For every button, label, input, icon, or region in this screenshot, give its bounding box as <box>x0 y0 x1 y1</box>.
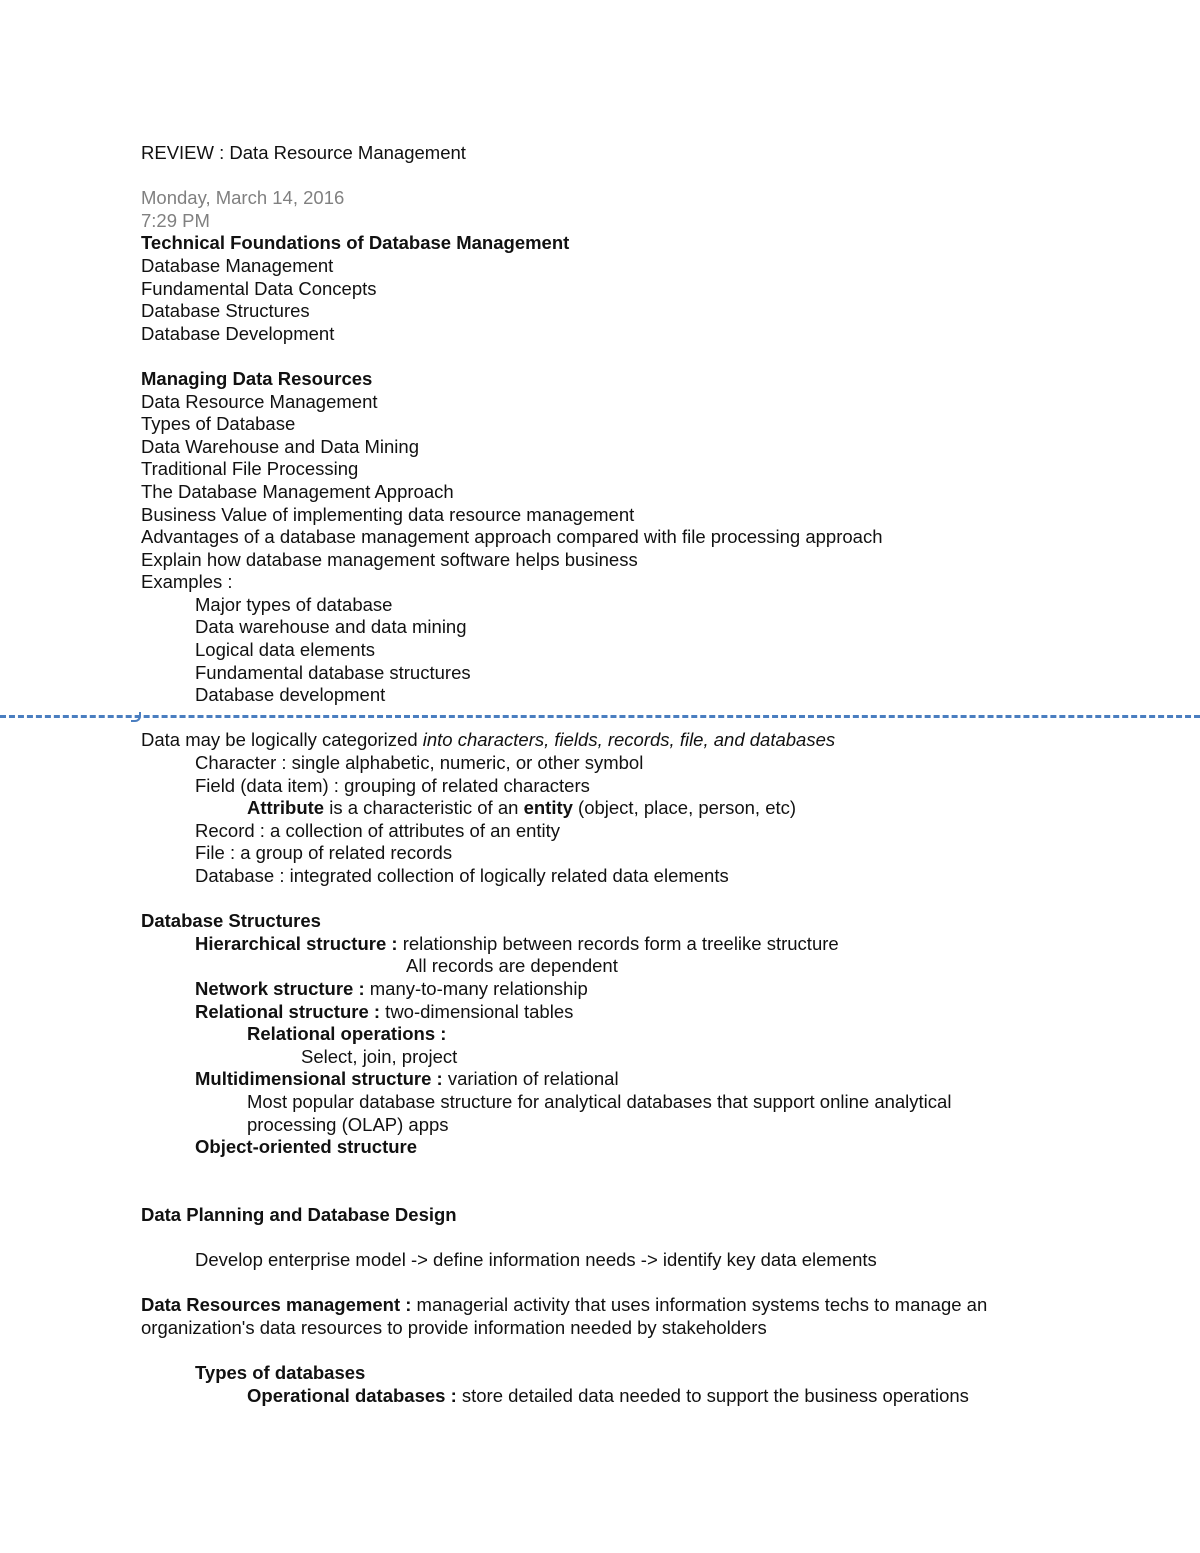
multidimensional-label: Multidimensional structure : <box>195 1068 443 1090</box>
section-heading-types-of-databases: Types of databases <box>195 1362 366 1384</box>
entity-term: entity <box>523 797 573 819</box>
hierarchical-continuation: All records are dependent <box>406 955 618 977</box>
example-item: Fundamental database structures <box>195 661 471 683</box>
structure-object-oriented: Object-oriented structure <box>195 1136 418 1158</box>
intro-text: Data may be logically categorized <box>141 729 423 751</box>
structure-relational <box>141 1001 1161 1024</box>
note-title: REVIEW : Data Resource Management <box>141 142 466 163</box>
list-item: Business Value of implementing data resource management <box>141 503 635 525</box>
example-item: Database development <box>195 684 386 706</box>
section-heading-data-planning: Data Planning and Database Design <box>141 1203 457 1225</box>
planning-flow: Develop enterprise model -> define information needs -> identify key data elements <box>195 1249 877 1271</box>
examples-label: Examples : <box>141 571 233 593</box>
list-item: Explain how database management software helps business <box>141 548 638 570</box>
list-item: Data Warehouse and Data Mining <box>141 435 419 457</box>
relational-label: Relational structure : <box>195 1000 381 1022</box>
operational-databases <box>141 1385 1161 1408</box>
network-desc: many-to-many relationship <box>364 977 588 999</box>
element-file: File : a group of related records <box>195 842 453 864</box>
structure-multidimensional <box>141 1068 1161 1091</box>
relational-desc: two-dimensional tables <box>380 1000 574 1022</box>
list-item: Types of Database <box>141 413 296 435</box>
drm-label: Data Resources management : <box>141 1294 412 1316</box>
element-field: Field (data item) : grouping of related characters <box>195 774 590 796</box>
attribute-term: Attribute <box>247 797 325 819</box>
page-break-marker <box>131 712 141 722</box>
note-time: 7:29 PM <box>141 209 210 231</box>
data-categories-intro <box>141 729 1161 752</box>
section-heading-technical-foundations: Technical Foundations of Database Management <box>141 232 570 254</box>
element-database: Database : integrated collection of logically related data elements <box>195 865 729 886</box>
example-item: Data warehouse and data mining <box>195 616 467 638</box>
note-page <box>141 142 1161 1407</box>
structure-hierarchical <box>141 933 1161 956</box>
multidimensional-note: Most popular database structure for analytical databases that support online analytical processing (OLAP) apps <box>247 1090 952 1135</box>
list-item: Database Structures <box>141 300 310 322</box>
data-resources-management-definition <box>141 1294 1061 1339</box>
element-record: Record : a collection of attributes of an entity <box>195 819 561 841</box>
example-item: Major types of database <box>195 593 393 615</box>
note-date: Monday, March 14, 2016 <box>141 187 345 209</box>
list-item: Fundamental Data Concepts <box>141 277 377 299</box>
drm-desc: managerial activity that uses information systems techs to manage an organization's data resources to provide information needed by stakeholders <box>141 1294 988 1338</box>
relational-operations-items: Select, join, project <box>301 1045 458 1067</box>
hierarchical-desc: relationship between records form a treelike structure <box>397 932 839 954</box>
section-heading-managing-data-resources: Managing Data Resources <box>141 367 373 389</box>
example-item: Logical data elements <box>195 639 375 661</box>
structure-network <box>141 978 1161 1001</box>
intro-italic-text: into characters, fields, records, file, and databases <box>422 729 836 751</box>
relational-operations-label: Relational operations : <box>247 1023 447 1045</box>
list-item: Advantages of a database management approach compared with file processing approach <box>141 526 883 548</box>
entity-text: (object, place, person, etc) <box>572 797 797 819</box>
element-attribute <box>141 797 1161 820</box>
multidimensional-desc: variation of relational <box>442 1068 619 1090</box>
hierarchical-label: Hierarchical structure : <box>195 932 398 954</box>
list-item: Database Development <box>141 322 335 344</box>
operational-desc: store detailed data needed to support the business operations <box>456 1384 969 1406</box>
operational-label: Operational databases : <box>247 1384 457 1406</box>
network-label: Network structure : <box>195 977 365 999</box>
list-item: Traditional File Processing <box>141 458 359 480</box>
element-character: Character : single alphabetic, numeric, or other symbol <box>195 752 644 774</box>
section-heading-database-structures: Database Structures <box>141 910 321 932</box>
list-item: The Database Management Approach <box>141 480 454 502</box>
attribute-text: is a characteristic of an <box>324 797 524 819</box>
list-item: Data Resource Management <box>141 390 378 412</box>
list-item: Database Management <box>141 254 334 276</box>
